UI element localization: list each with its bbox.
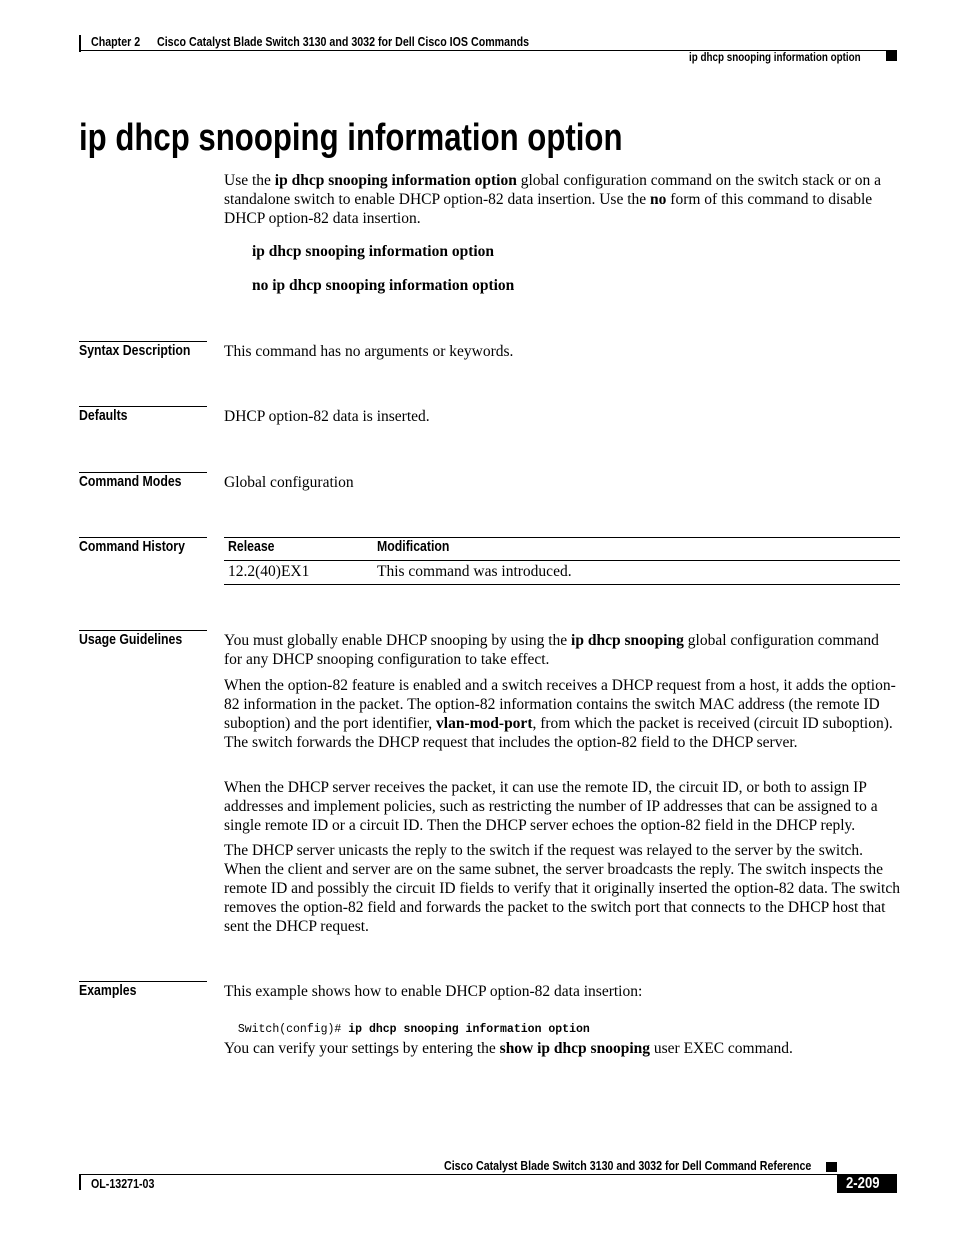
usage-paragraph-4: The DHCP server unicasts the reply to the switch if the request was relayed to the server by the switch. When the client and server are on the same subnet, the server broadcasts the reply. The switch inspects the remote ID and possibly the circuit ID fields to verify that it originally inserted the option-82 data. The switch removes the option-82 field and forwards the packet to the switch port that connects to the DHCP host that sent the DHCP request. (224, 842, 900, 935)
usage-guidelines-label: Usage Guidelines (79, 631, 183, 648)
header-section: ip dhcp snooping information option (689, 50, 861, 64)
example-code (224, 1009, 590, 1037)
command-modes-text: Global configuration (224, 474, 354, 491)
examples-verify: You can verify your settings by entering the show ip dhcp snooping user EXEC command. (224, 1040, 793, 1057)
footer-doc-number: OL-13271-03 (91, 1176, 155, 1191)
usage-paragraph-2: When the option-82 feature is enabled and a switch receives a DHCP request from a host, it adds the option-82 information in the packet. The option-82 information contains the switch MAC address (the remote ID suboption) and the port identifier, vlan-mod-port, from which the packet is received (circuit ID suboption). The switch forwards the DHCP request that includes the option-82 field to the DHCP server. (224, 677, 896, 751)
footer-black-block (826, 1162, 837, 1172)
footer-book-title: Cisco Catalyst Blade Switch 3130 and 3032 for Dell Command Reference (444, 1158, 812, 1173)
footer-page-number-box (837, 1175, 897, 1193)
table-row-release: 12.2(40)EX1 (228, 563, 310, 580)
command-history-label: Command History (79, 538, 185, 555)
example-command: ip dhcp snooping information option (348, 1023, 590, 1036)
table-row-modification: This command was introduced. (377, 563, 572, 580)
history-table-header-rule (224, 560, 900, 561)
header-book-title: Cisco Catalyst Blade Switch 3130 and 3032 for Dell Cisco IOS Commands (157, 34, 530, 49)
history-header-release: Release (228, 538, 275, 555)
header-chapter: Chapter 2 (91, 34, 141, 49)
example-prompt: Switch(config)# (237, 1023, 349, 1036)
header-black-block (886, 51, 897, 61)
intro-paragraph: Use the ip dhcp snooping information option global configuration command on the switch stack or on a standalone switch to enable DHCP option-82 data insertion. Use the no form of this command to disable DHCP option-82 data insertion. (224, 172, 882, 227)
examples-label: Examples (79, 982, 137, 999)
page-title: ip dhcp snooping information option (79, 117, 623, 159)
usage-paragraph-3: When the DHCP server receives the packet, it can use the remote ID, the circuit ID, or both to assign IP addresses and implement policies, such as restricting the number of IP addresses that can be assigned to a single remote ID or a circuit ID. Then the DHCP server echoes the option-82 field in the DHCP reply. (224, 779, 878, 834)
usage-paragraph-1: You must globally enable DHCP snooping by using the ip dhcp snooping global configuration command for any DHCP snooping configuration to take effect. (224, 632, 879, 668)
history-table-top-rule (224, 537, 900, 538)
syntax-description-label: Syntax Description (79, 342, 191, 359)
defaults-label: Defaults (79, 407, 128, 424)
syntax-command: ip dhcp snooping information option (252, 243, 495, 260)
syntax-no-command: no ip dhcp snooping information option (252, 277, 515, 294)
footer-rule (79, 1174, 897, 1175)
footer-left-bar (79, 1174, 81, 1190)
history-table-bottom-rule (224, 584, 900, 585)
examples-intro: This example shows how to enable DHCP option-82 data insertion: (224, 983, 643, 1000)
footer-page-number: 2-209 (846, 1175, 880, 1192)
defaults-text: DHCP option-82 data is inserted. (224, 408, 430, 425)
syntax-description-text: This command has no arguments or keywords. (224, 343, 514, 360)
history-header-modification: Modification (377, 538, 450, 555)
command-modes-label: Command Modes (79, 473, 182, 490)
